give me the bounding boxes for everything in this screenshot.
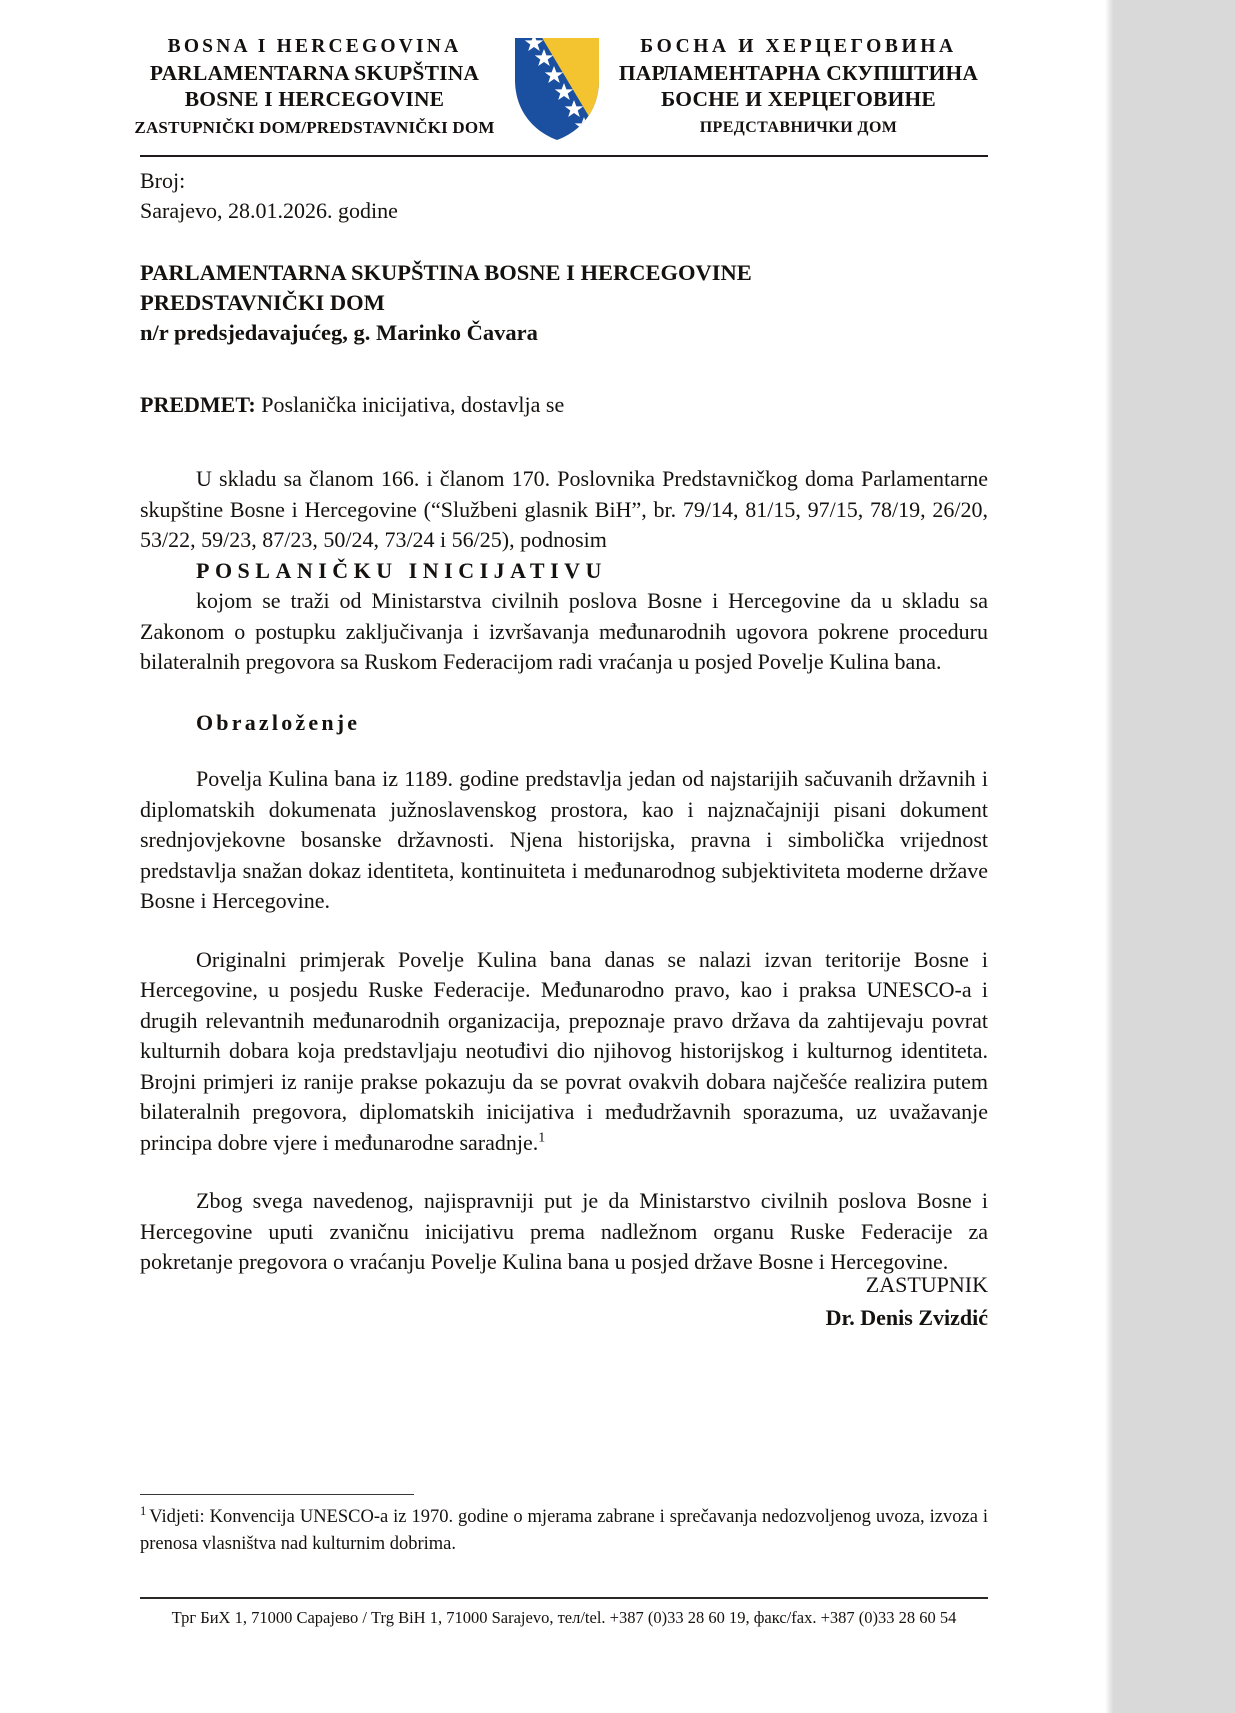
- paragraph-explanation-1: Povelja Kulina bana iz 1189. godine predstavlja jedan od najstarijih sačuvanih državnih i diplomatskih dokumenata južnoslavenskog prostora, kao i najznačajniji pisani dokument srednjovjekovne bosanske državnosti. Njena historijska, pravna i simbolička vrijednost predstavlja snažan dokaz identiteta, kontinuiteta i međunarodnog subjektiviteta moderne države Bosne i Hercegovine.: [140, 766, 988, 913]
- letterhead-latin-block: [129, 34, 501, 141]
- paragraph-intro: U skladu sa članom 166. i članom 170. Poslovnika Predstavničkog doma Parlamentarne skupštine Bosne i Hercegovine (“Službeni glasnik BiH”, br. 79/14, 81/15, 97/15, 78/19, 26/20, 53/22, 59/23, 87/23, 50/24, 73/24 i 56/25), podnosim: [140, 466, 988, 552]
- footnote-marker: 1: [140, 1503, 147, 1518]
- signature-block: [540, 1268, 988, 1334]
- letterhead-cyrillic-line2: ПАРЛАМЕНТАРНА СКУПШТИНА: [618, 61, 979, 85]
- footer-divider-rule: [140, 1597, 988, 1599]
- paragraph-conclusion: Zbog svega navedenog, najispravniji put je da Ministarstvo civilnih poslova Bosne i Hercegovine uputi zvaničnu inicijativu prema nadležnom organu Ruske Federacije za pokretanje pregovora o vraćanju Povelje Kulina bana u posjed države Bosne i Hercegovine.: [140, 1188, 988, 1274]
- paragraph-explanation-2-text: Originalni primjerak Povelje Kulina bana danas se nalazi izvan teritorije Bosne i Hercegovine, u posjedu Ruske Federacije. Međunarodno pravo, kao i praksa UNESCO-a i drugih relevantnih međunarodnih organizacija, prepoznaje pravo država da zahtijevaju povrat kulturnih dobara koja predstavljaju neotuđivi dio njihovog historijskog i kulturnog identiteta. Brojni primjeri iz ranije prakse pokazuju da se povrat ovakvih dobara najčešće realizira putem bilateralnih pregovora, diplomatskih inicijativa i međudržavnih sporazuma, uz uvažavanje principa dobre vjere i međunarodne saradnje.: [140, 946, 988, 1155]
- paragraph-request: kojom se traži od Ministarstva civilnih poslova Bosne i Hercegovine da u skladu sa Zakonom o postupku zaključivanja i izvršavanja međunarodnih ugovora pokrene proceduru bilateralnih pregovora sa Ruskom Federacijom radi vraćanja u posjed Povelje Kulina bana.: [140, 588, 988, 674]
- footer-address: Трг БиХ 1, 71000 Сарајево / Trg BiH 1, 71000 Sarajevo, тел/tel. +387 (0)33 28 60 19, факс/fax. +387 (0)33 28 60 54: [171, 1608, 957, 1627]
- coat-of-arms-icon: [511, 36, 603, 142]
- header-divider-rule: [140, 155, 988, 157]
- coat-of-arms-container: [501, 34, 613, 142]
- addressee-chamber: PREDSTAVNIČKI DOM: [140, 290, 385, 315]
- letterhead-cyrillic-line4: ПРЕДСТАВНИЧКИ ДОМ: [699, 119, 898, 136]
- letterhead-latin-line3: BOSNE I HERCEGOVINE: [184, 87, 445, 111]
- letterhead-cyrillic-block: [613, 34, 985, 141]
- footnote-block: [140, 1504, 988, 1558]
- letterhead-cyrillic-line3: БОСНЕ И ХЕРЦЕГОВИНЕ: [661, 87, 936, 111]
- addressee-attention: n/r predsjedavajućeg, g. Marinko Čavara: [140, 320, 538, 345]
- letterhead-latin-line4: ZASTUPNIČKI DOM/PREDSTAVNIČKI DOM: [134, 118, 495, 137]
- addressee-institution: PARLAMENTARNA SKUPŠTINA BOSNE I HERCEGOVINE: [140, 260, 752, 285]
- page-right-gutter: [1113, 0, 1235, 1713]
- subject-label: PREDMET:: [140, 392, 256, 417]
- letterhead: [0, 34, 1113, 142]
- paragraph-explanation-2: [140, 945, 988, 1159]
- letterhead-cyrillic-line1: БОСНА И ХЕРЦЕГОВИНА: [640, 36, 957, 57]
- signature-role: ZASTUPNIK: [865, 1272, 988, 1297]
- document-body: [140, 464, 988, 1278]
- document-place-date: Sarajevo, 28.01.2026. godine: [140, 198, 398, 223]
- footnote-text: Vidjeti: Konvencija UNESCO-a iz 1970. godine o mjerama zabrane i sprečavanja nedozvoljenog uvoza, izvoza i prenosa vlasništva nad kulturnim dobrima.: [140, 1507, 988, 1554]
- signature-name: Dr. Denis Zvizdić: [825, 1305, 988, 1330]
- heading-initiative: POSLANIČKU INICIJATIVU: [196, 557, 607, 583]
- letterhead-latin-line1: BOSNA I HERCEGOVINA: [167, 36, 462, 57]
- subject-text: Poslanička inicijativa, dostavlja se: [261, 392, 565, 417]
- letterhead-latin-line2: PARLAMENTARNA SKUPŠTINA: [149, 61, 480, 85]
- document-meta: [140, 166, 840, 226]
- footnote-reference-marker: 1: [538, 1130, 546, 1146]
- heading-explanation: Obrazloženje: [196, 709, 361, 735]
- footnote-separator-rule: [140, 1494, 414, 1495]
- document-number-label: Broj:: [140, 168, 186, 193]
- subject-line: [140, 390, 1000, 420]
- addressee-block: [140, 258, 1000, 348]
